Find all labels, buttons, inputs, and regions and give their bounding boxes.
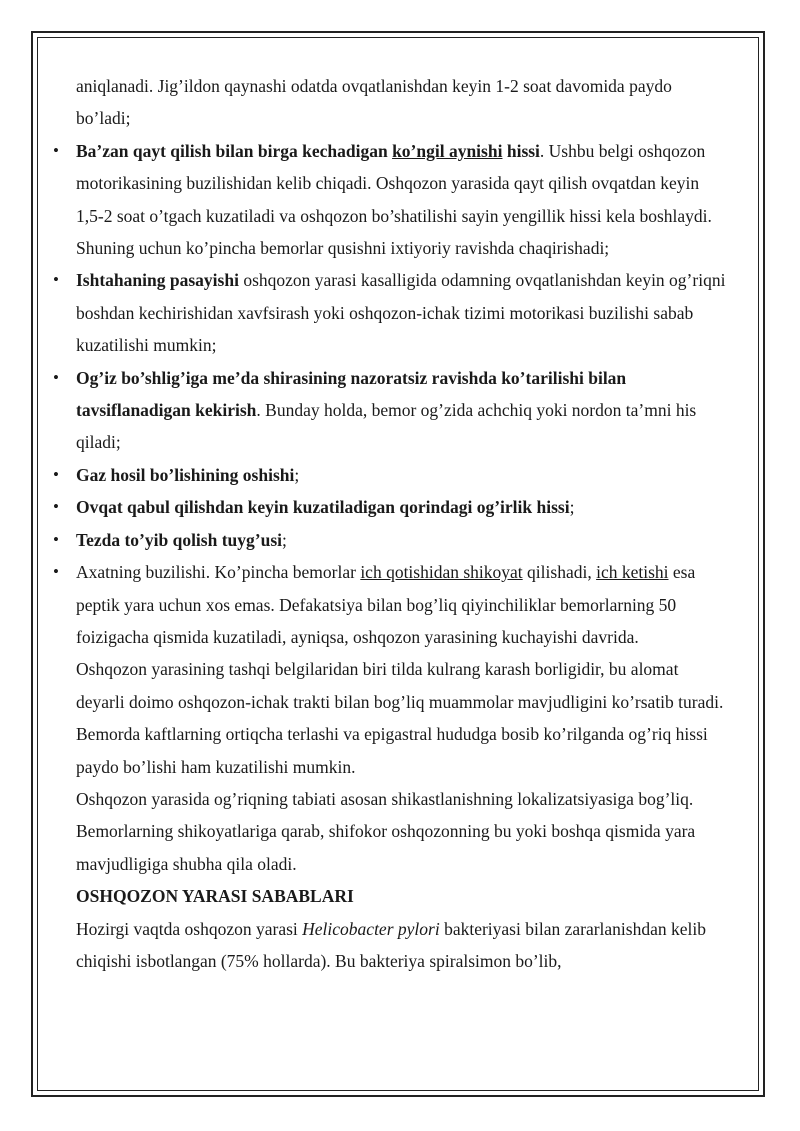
bold-text: Ishtahaning pasayishi: [76, 270, 239, 291]
list-item-belching: [52, 362, 728, 459]
body-text: bakteriyasi bilan zararlanishdan kelib chiqishi isbotlangan (75% hollarda). Bu bakteriya spiralsimon bo’lib,: [76, 918, 706, 971]
document-body: [52, 70, 728, 977]
causes-paragraph: [52, 913, 728, 978]
bold-text: Ba’zan qayt qilish bilan birga kechadigan: [76, 140, 393, 161]
body-text: esa peptik yara uchun xos emas. Defakatsiya bilan bog’liq qiyinchiliklar bemorlarning 50 foizigacha qismida kuzatiladi, ayniqsa, oshqozon yarasining kuchayishi davrida.: [76, 562, 696, 647]
body-text: . Ushbu belgi oshqozon motorikasining buzilishidan kelib chiqadi. Oshqozon yarasida qayt qilish ovqatdan keyin 1,5-2 soat o’tgach kuzatiladi va oshqozon bo’shatilishi sayin yengillik hissi kela boshlaydi. Shuning uchun ko’pincha bemorlar qusishni ixtiyoriy ravishda chaqirishadi;: [76, 140, 712, 259]
body-text: Axatning buzilishi. Ko’pincha bemorlar: [76, 562, 361, 583]
underlined-term-nausea: ko’ngil aynishi: [392, 140, 503, 161]
list-item-stool: [52, 556, 728, 653]
bold-text: Tezda to’yib qolish tuyg’usi: [76, 529, 283, 550]
list-item-heaviness: [52, 491, 728, 523]
bold-text: Gaz hosil bo’lishining oshishi: [76, 464, 295, 485]
body-text: oshqozon yarasi kasalligida odamning ovqatlanishdan keyin og’riqni boshdan kechirishidan xavfsirash yoki oshqozon-ichak tizimi motorikasi buzilishi sabab kuzatilishi mumkin;: [76, 270, 726, 356]
body-text: qilishadi,: [522, 562, 597, 583]
pain-nature-paragraph: Oshqozon yarasida og’riqning tabiati asosan shikastlanishning lokalizatsiyasiga bog’liq. Bemorlarning shikoyatlariga qarab, shifokor oshqozonning bu yoki boshqa qismida yara mavjudligiga shubha qila oladi.: [76, 788, 696, 874]
bold-text: Ovqat qabul qilishdan keyin kuzatiladigan qorindagi og’irlik hissi: [76, 497, 570, 518]
body-text: ;: [282, 529, 287, 550]
symptom-list: [52, 135, 728, 654]
list-item-nausea: [52, 135, 728, 265]
external-signs-paragraph: Oshqozon yarasining tashqi belgilaridan biri tilda kulrang karash borligidir, bu alomat deyarli doimo oshqozon-ichak trakti bilan bog’liq muammolar mavjudligini ko’rsatib turadi. Bemorda kaftlarning ortiqcha terlashi va epigastral hududga bosib ko’rilganda og’riq hissi paydo bo’lishi ham kuzatilishi mumkin.: [76, 659, 724, 777]
body-text: . Bunday holda, bemor og’zida achchiq yoki nordon ta’mni his qiladi;: [76, 400, 697, 453]
underlined-term-diarrhea: ich ketishi: [596, 562, 669, 583]
italic-species-name: Helicobacter pylori: [302, 918, 440, 939]
body-text: ;: [294, 464, 300, 485]
list-item-gas: [52, 459, 728, 491]
bold-text: hissi: [502, 140, 540, 161]
bold-text: Og’iz bo’shlig’iga me’da shirasining nazoratsiz ravishda ko’tarilishi bilan tavsiflanadigan kekirish: [76, 367, 627, 421]
underlined-term-constipation: ich qotishidan shikoyat: [360, 562, 523, 583]
section-heading: OSHQOZON YARASI SABABLARI: [76, 886, 354, 907]
list-item-appetite: [52, 264, 728, 361]
intro-continuation-paragraph: aniqlanadi. Jig’ildon qaynashi odatda ovqatlanishdan keyin 1-2 soat davomida paydo bo’ladi;: [76, 76, 672, 129]
body-text: Hozirgi vaqtda oshqozon yarasi: [76, 918, 303, 939]
list-item-satiety: [52, 524, 728, 556]
body-text: ;: [569, 497, 575, 518]
